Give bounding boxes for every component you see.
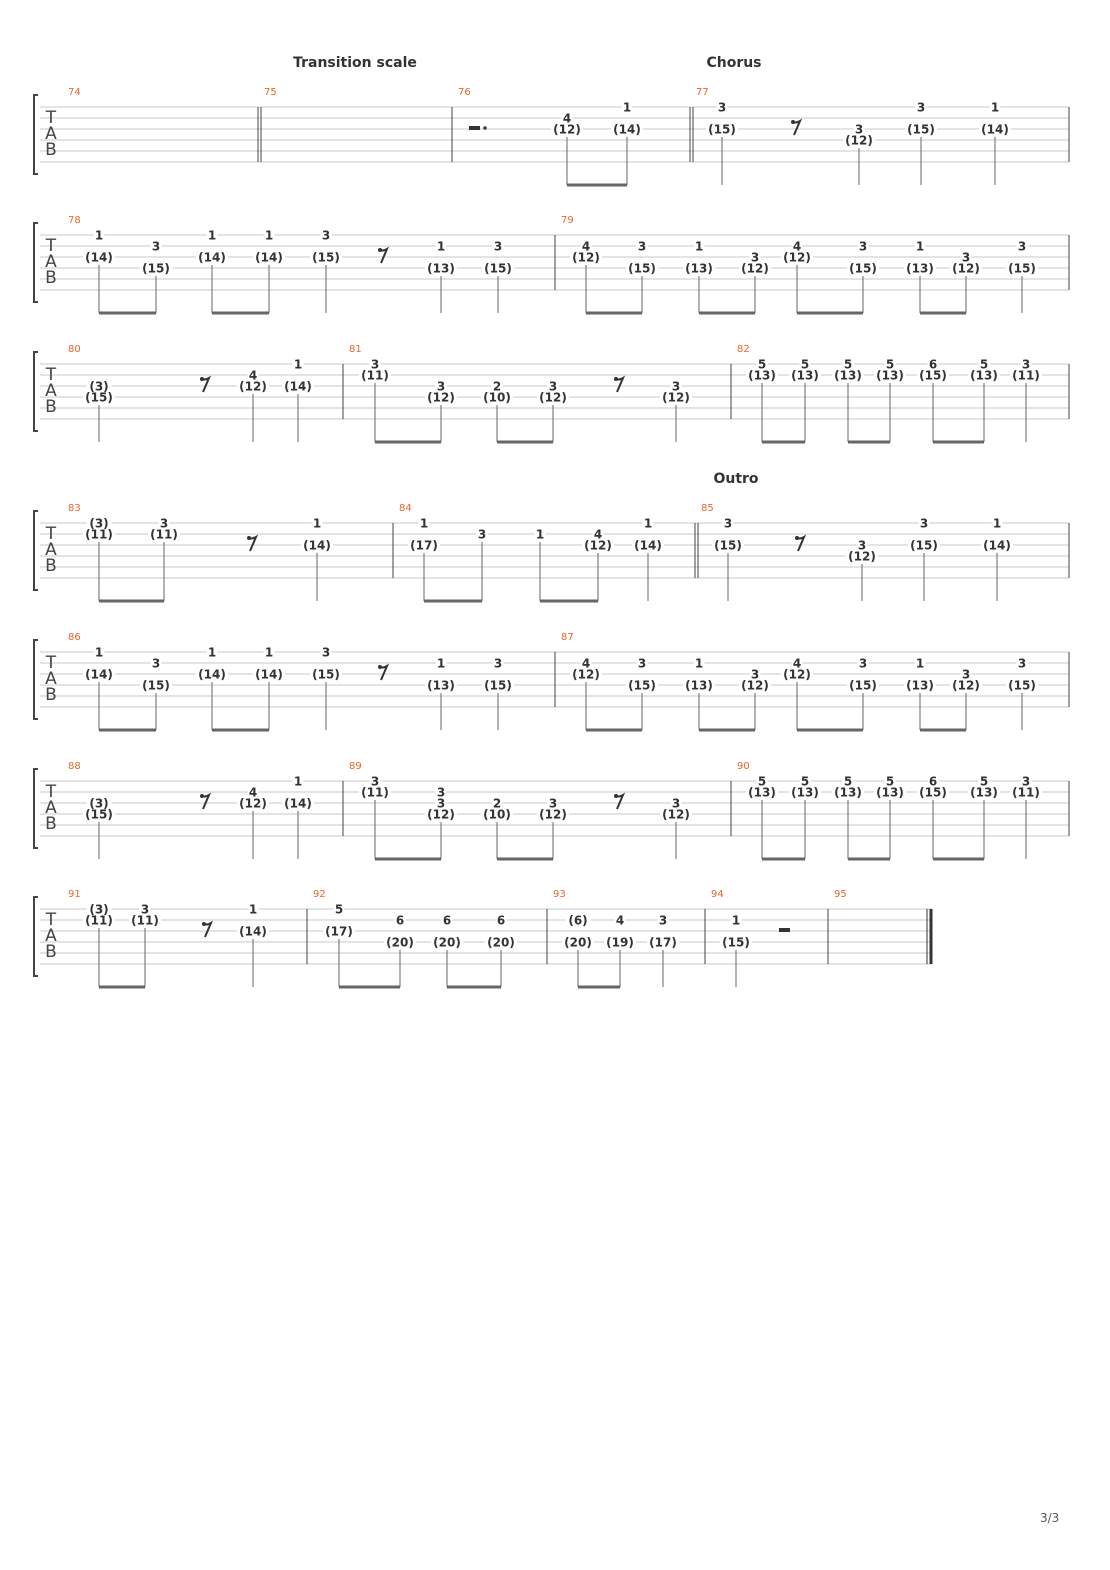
section-label: Chorus [706,55,762,71]
fret-number: (20) [564,935,592,950]
fret-number: 4 [792,239,802,254]
eighth-rest-dot [200,794,204,798]
fret-number: (15) [85,807,113,822]
fret-number: (12) [539,807,567,822]
fret-number: (12) [845,133,873,148]
fret-number: (3) [89,902,109,917]
fret-number: (15) [484,678,512,693]
measure-number: 93 [553,889,566,900]
system-bracket [34,769,38,848]
fret-number: 3 [961,667,971,682]
measure-number: 86 [68,632,81,643]
measure-number: 82 [737,344,750,355]
fret-number: (14) [303,538,331,553]
fret-number: (15) [919,368,947,383]
measure-number: 83 [68,503,81,514]
system-bracket [34,95,38,174]
fret-number: 4 [581,239,591,254]
measure-number: 94 [711,889,724,900]
fret-number: (3) [89,796,109,811]
fret-number: (15) [484,261,512,276]
fret-number: (12) [553,122,581,137]
tab-clef-t: T [45,236,57,256]
fret-number: (13) [876,785,904,800]
fret-number: (15) [628,261,656,276]
fret-number: (14) [284,796,312,811]
fret-number: 1 [731,913,741,928]
eighth-rest-dot [202,922,206,926]
fret-number: (11) [361,368,389,383]
fret-number: 3 [671,379,681,394]
fret-number: (15) [142,678,170,693]
measure-number: 85 [701,503,714,514]
tab-clef-t: T [45,910,57,930]
fret-number: 3 [1017,656,1027,671]
fret-number: 2 [492,379,502,394]
fret-number: 3 [717,100,727,115]
fret-number: (12) [427,390,455,405]
fret-number: 1 [94,645,104,660]
fret-number: (13) [685,261,713,276]
fret-number: (13) [791,785,819,800]
fret-number: (13) [748,368,776,383]
fret-number: 5 [800,357,810,372]
fret-number: (14) [198,250,226,265]
fret-number: (11) [85,527,113,542]
fret-number: (20) [487,935,515,950]
fret-number: (12) [952,678,980,693]
fret-number: 4 [248,785,258,800]
fret-number: 1 [990,100,1000,115]
eighth-rest-dot [795,536,799,540]
tab-clef-a: A [45,926,57,946]
fret-number: 1 [643,516,653,531]
fret-number: 4 [562,111,572,126]
fret-number: (11) [150,527,178,542]
fret-number: (14) [284,379,312,394]
fret-number: 3 [436,785,446,800]
fret-number: (15) [1008,678,1036,693]
tab-clef-a: A [45,669,57,689]
fret-number: 3 [321,228,331,243]
fret-number: 1 [915,239,925,254]
fret-number: 6 [928,357,938,372]
measure-number: 87 [561,632,574,643]
fret-number: (15) [919,785,947,800]
tab-clef-b: B [45,685,57,705]
fret-number: 3 [436,379,446,394]
fret-number: 3 [750,667,760,682]
fret-number: 5 [757,774,767,789]
eighth-rest-dot [200,377,204,381]
measure-number: 89 [349,761,362,772]
fret-number: 1 [207,645,217,660]
fret-number: (12) [783,667,811,682]
system-bracket [34,897,38,976]
fret-number: (13) [834,785,862,800]
tab-clef-t: T [45,653,57,673]
fret-number: (15) [142,261,170,276]
tab-clef-t: T [45,365,57,385]
measure-number: 91 [68,889,81,900]
fret-number: (12) [584,538,612,553]
fret-number: (13) [970,368,998,383]
fret-number: (17) [649,935,677,950]
fret-number: 6 [496,913,506,928]
fret-number: (13) [906,678,934,693]
fret-number: (12) [662,807,690,822]
fret-number: (15) [907,122,935,137]
tab-system [34,897,932,987]
fret-number: (11) [85,913,113,928]
fret-number: 1 [293,357,303,372]
fret-number: 3 [671,796,681,811]
fret-number: 4 [248,368,258,383]
tab-clef-a: A [45,252,57,272]
eighth-rest-dot [614,794,618,798]
fret-number: (13) [427,678,455,693]
fret-number: (12) [539,390,567,405]
fret-number: 3 [1017,239,1027,254]
fret-number: (11) [1012,785,1040,800]
fret-number: 5 [757,357,767,372]
tab-system [34,511,1069,601]
tab-clef-b: B [45,556,57,576]
measure-number: 74 [68,87,81,98]
fret-number: (3) [89,516,109,531]
system-bracket [34,223,38,302]
tab-clef-a: A [45,381,57,401]
half-rest [469,126,480,130]
fret-number: 4 [593,527,603,542]
fret-number: (14) [983,538,1011,553]
fret-number: 5 [843,774,853,789]
fret-number: 3 [637,239,647,254]
eighth-rest-dot [791,120,795,124]
fret-number: (3) [89,379,109,394]
fret-number: 1 [992,516,1002,531]
fret-number: 3 [493,239,503,254]
section-label: Transition scale [293,55,417,71]
fret-number: 3 [370,357,380,372]
tab-clef-b: B [45,814,57,834]
fret-number: 3 [854,122,864,137]
fret-number: 3 [151,656,161,671]
fret-number: 3 [857,538,867,553]
tab-clef-a: A [45,798,57,818]
fret-number: 4 [792,656,802,671]
eighth-rest-dot [378,248,382,252]
fret-number: (12) [427,807,455,822]
system-bracket [34,352,38,431]
fret-number: (12) [741,678,769,693]
fret-number: 1 [694,656,704,671]
measure-number: 88 [68,761,81,772]
fret-number: (14) [85,667,113,682]
page-number: 3/3 [1040,1511,1060,1525]
fret-number: 1 [312,516,322,531]
fret-number: 3 [961,250,971,265]
fret-number: (17) [325,924,353,939]
fret-number: (14) [981,122,1009,137]
tab-clef-t: T [45,524,57,544]
fret-number: (12) [239,379,267,394]
fret-number: (13) [685,678,713,693]
fret-number: 6 [395,913,405,928]
system-bracket [34,511,38,590]
fret-number: 1 [94,228,104,243]
fret-number: 4 [581,656,591,671]
fret-number: (13) [791,368,819,383]
fret-number: (12) [572,667,600,682]
fret-number: (15) [628,678,656,693]
fret-number: (15) [708,122,736,137]
fret-number: (15) [849,261,877,276]
fret-number: 1 [694,239,704,254]
measure-number: 76 [458,87,471,98]
fret-number: (14) [255,250,283,265]
section-label: Outro [713,471,759,487]
fret-number: (14) [255,667,283,682]
tab-clef-t: T [45,782,57,802]
fret-number: 3 [140,902,150,917]
fret-number: (14) [198,667,226,682]
measure-number: 81 [349,344,362,355]
fret-number: (6) [568,913,588,928]
fret-number: 3 [658,913,668,928]
fret-number: 3 [159,516,169,531]
fret-number: 3 [477,527,487,542]
fret-number: 5 [979,774,989,789]
fret-number: (19) [606,935,634,950]
measure-number: 92 [313,889,326,900]
fret-number: 3 [637,656,647,671]
fret-number: (13) [427,261,455,276]
eighth-rest-dot [614,377,618,381]
fret-number: 5 [843,357,853,372]
eighth-rest-dot [378,665,382,669]
fret-number: 3 [723,516,733,531]
measure-number: 84 [399,503,412,514]
fret-number: (14) [613,122,641,137]
fret-number: (13) [834,368,862,383]
tab-system [34,95,1069,185]
fret-number: (12) [783,250,811,265]
system-bracket [34,640,38,719]
fret-number: (14) [85,250,113,265]
fret-number: (15) [714,538,742,553]
fret-number: 6 [928,774,938,789]
fret-number: 5 [800,774,810,789]
fret-number: 3 [750,250,760,265]
tab-clef-b: B [45,268,57,288]
fret-number: (12) [741,261,769,276]
fret-number: (15) [722,935,750,950]
fret-number: 1 [207,228,217,243]
fret-number: 3 [548,796,558,811]
fret-number: 3 [321,645,331,660]
tab-clef-b: B [45,397,57,417]
fret-number: 5 [334,902,344,917]
tab-clef-b: B [45,140,57,160]
fret-number: 3 [919,516,929,531]
fret-number: (14) [634,538,662,553]
fret-number: 1 [264,228,274,243]
fret-number: (20) [433,935,461,950]
measure-number: 75 [264,87,277,98]
fret-number: (11) [1012,368,1040,383]
fret-number: 1 [622,100,632,115]
fret-number: 1 [436,656,446,671]
fret-number: (15) [312,667,340,682]
measure-number: 78 [68,215,81,226]
fret-number: 4 [615,913,625,928]
fret-number: (12) [239,796,267,811]
fret-number: 3 [493,656,503,671]
fret-number: 1 [264,645,274,660]
fret-number: 3 [1021,774,1031,789]
fret-number: (13) [970,785,998,800]
fret-number: 1 [915,656,925,671]
measure-number: 90 [737,761,750,772]
half-rest [779,928,790,932]
fret-number: (13) [906,261,934,276]
fret-number: (15) [85,390,113,405]
measure-number: 79 [561,215,574,226]
tab-clef-b: B [45,942,57,962]
measure-number: 95 [834,889,847,900]
fret-number: 5 [885,774,895,789]
fret-number: 6 [442,913,452,928]
fret-number: (12) [662,390,690,405]
tab-clef-t: T [45,108,57,128]
fret-number: 3 [858,239,868,254]
fret-number: 3 [916,100,926,115]
fret-number: 3 [436,796,446,811]
fret-number: 3 [1021,357,1031,372]
measure-number: 77 [696,87,709,98]
fret-number: (14) [239,924,267,939]
fret-number: (10) [483,807,511,822]
fret-number: (15) [1008,261,1036,276]
fret-number: (15) [312,250,340,265]
fret-number: 5 [979,357,989,372]
fret-number: (10) [483,390,511,405]
tab-clef-a: A [45,540,57,560]
fret-number: (13) [748,785,776,800]
fret-number: (12) [848,549,876,564]
fret-number: 1 [293,774,303,789]
tab-clef-a: A [45,124,57,144]
fret-number: 3 [548,379,558,394]
fret-number: (11) [131,913,159,928]
fret-number: 3 [370,774,380,789]
eighth-rest-dot [247,536,251,540]
fret-number: (12) [952,261,980,276]
fret-number: (15) [849,678,877,693]
fret-number: (17) [410,538,438,553]
fret-number: 2 [492,796,502,811]
fret-number: (20) [386,935,414,950]
measure-number: 80 [68,344,81,355]
fret-number: 3 [858,656,868,671]
fret-number: 3 [151,239,161,254]
fret-number: (13) [876,368,904,383]
fret-number: (15) [910,538,938,553]
fret-number: 1 [535,527,545,542]
fret-number: 1 [248,902,258,917]
fret-number: 5 [885,357,895,372]
rest-dot [483,126,486,129]
fret-number: 1 [419,516,429,531]
fret-number: (11) [361,785,389,800]
fret-number: (12) [572,250,600,265]
fret-number: 1 [436,239,446,254]
